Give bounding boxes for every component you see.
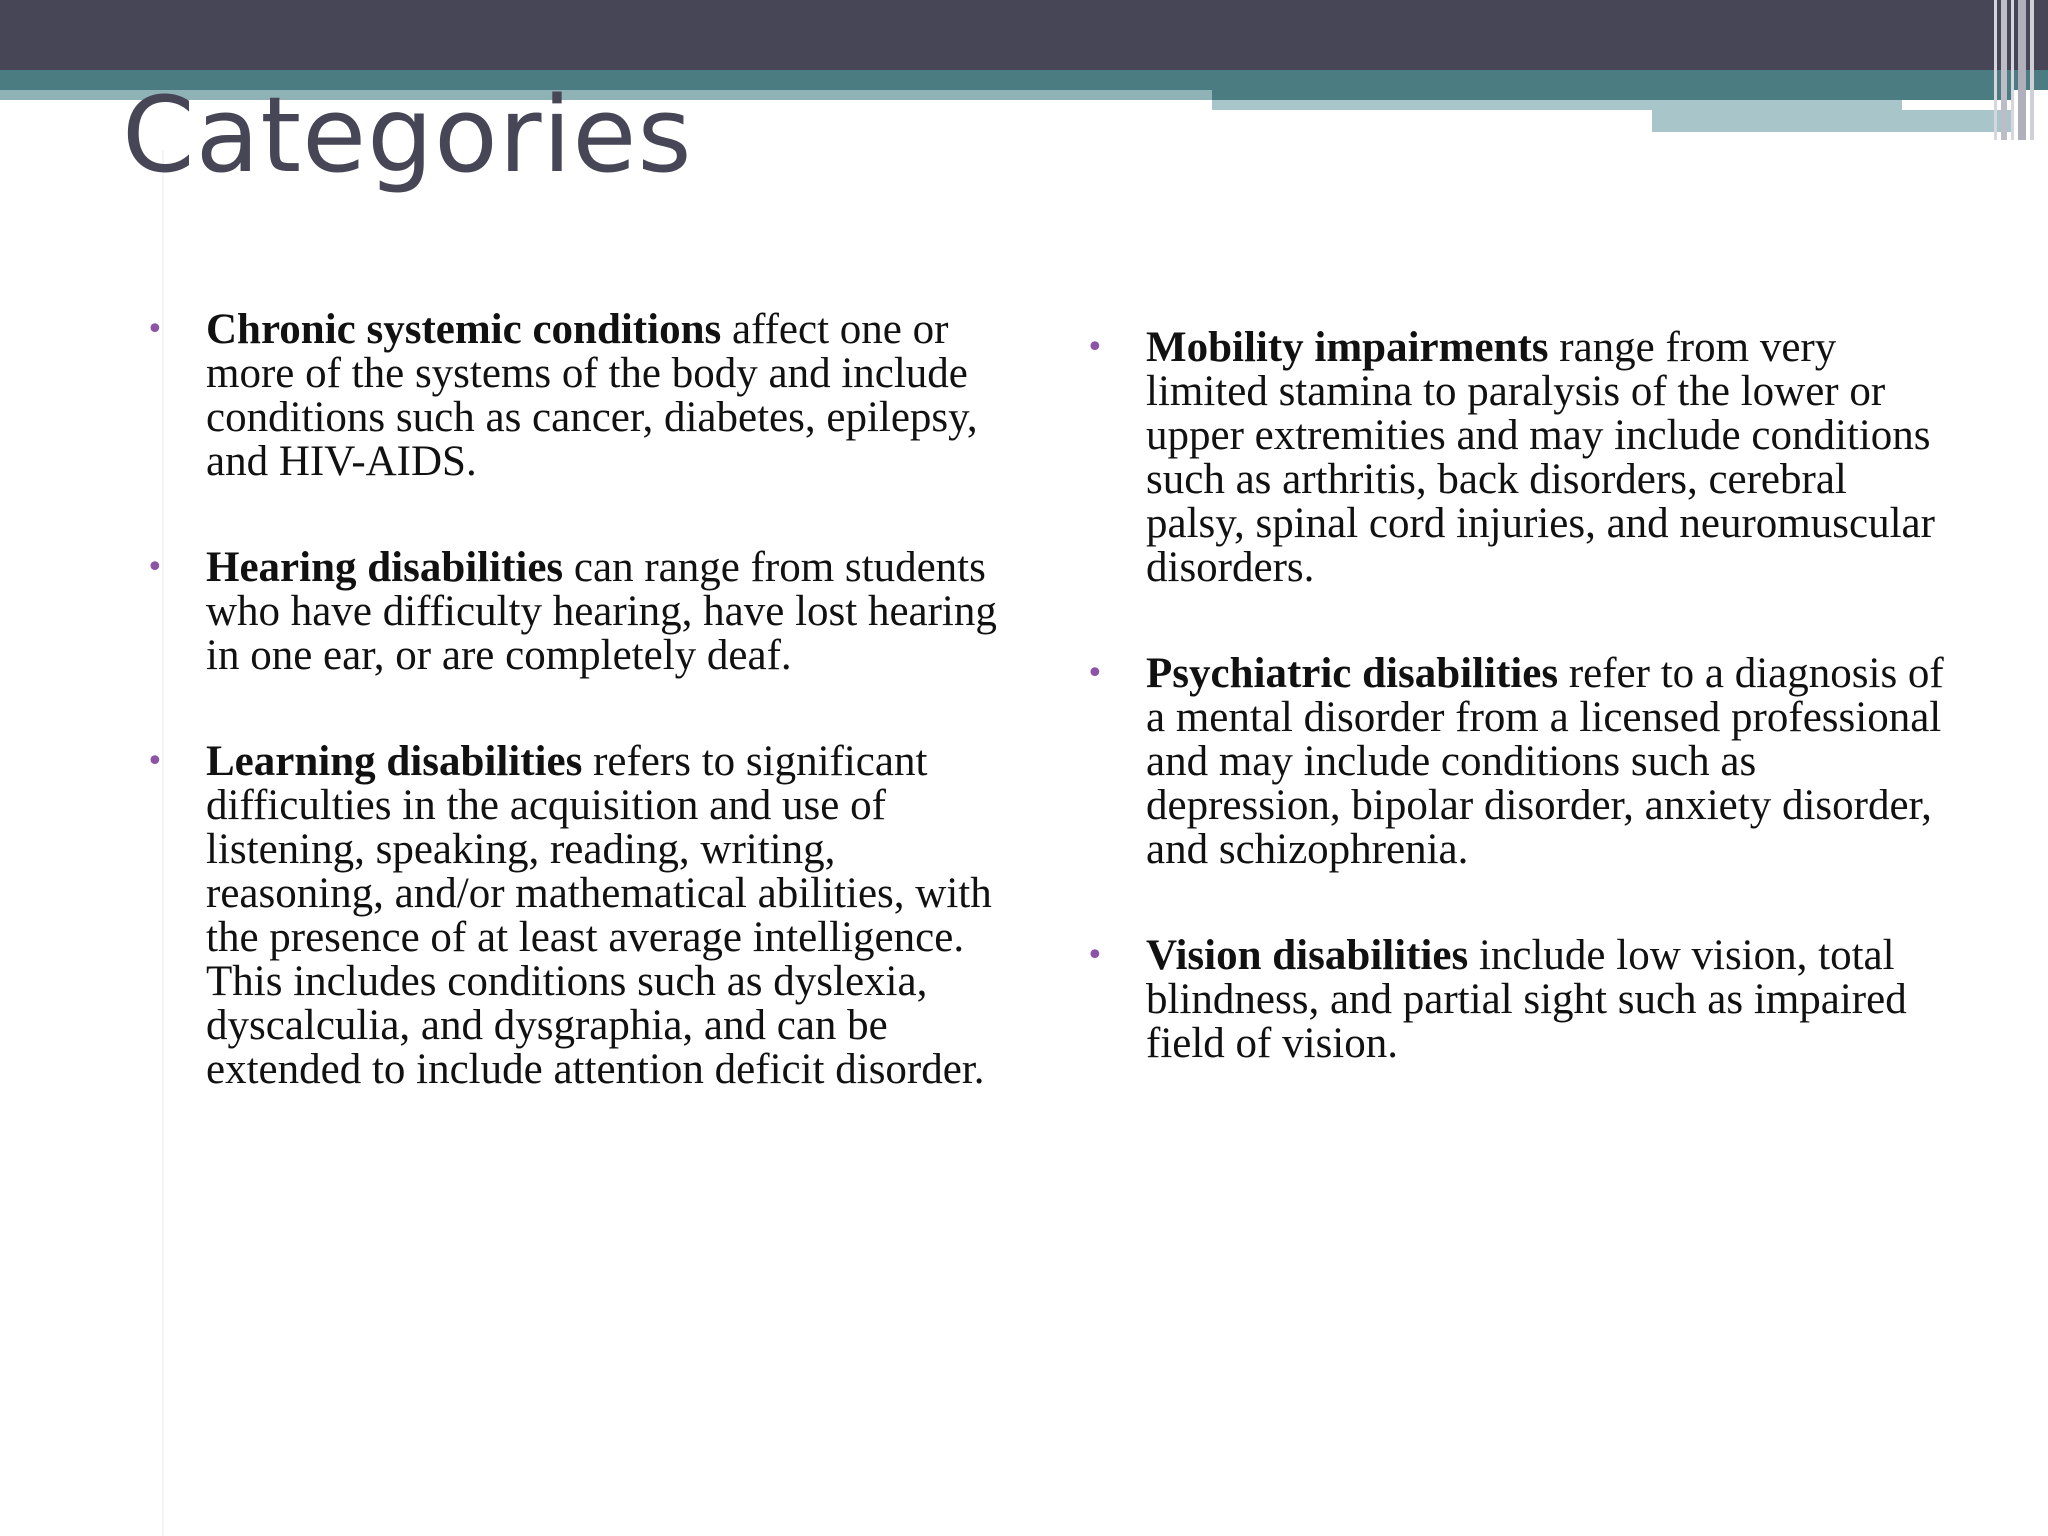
header-decoration	[1212, 100, 1902, 110]
left-column	[146, 308, 1006, 1154]
item-description: affect one or more of the systems of the body and include conditions such as cancer, diabetes, epilepsy, and HIV-AIDS.	[206, 306, 978, 485]
item-description: can range from students who have difficulty hearing, have lost hearing in one ear, or are completely deaf.	[206, 544, 997, 679]
slide-title: Categories	[122, 74, 693, 196]
header-decoration	[1652, 110, 2012, 132]
item-description: include low vision, total blindness, and partial sight such as impaired field of vision.	[1146, 932, 1907, 1067]
item-term: Hearing disabilities	[206, 544, 564, 591]
item-term: Chronic systemic conditions	[206, 306, 722, 353]
item-description: refer to a diagnosis of a mental disorder from a licensed professional and may include conditions such as depression, bipolar disorder, anxiety disorder, and schizophrenia.	[1146, 650, 1944, 873]
list-item	[146, 740, 1006, 1092]
header-band-dark	[0, 0, 2048, 70]
header-decoration	[1212, 90, 2012, 100]
item-description: range from very limited stamina to paralysis of the lower or upper extremities and may include conditions such as arthritis, back disorders, cerebral palsy, spinal cord injuries, and neuromuscular disorders.	[1146, 324, 1935, 591]
list-item	[1086, 934, 1946, 1066]
bullet-icon: •	[146, 312, 164, 347]
item-term: Vision disabilities	[1146, 932, 1469, 979]
item-term: Learning disabilities	[206, 738, 583, 785]
bullet-icon: •	[146, 550, 164, 585]
right-column	[1086, 326, 1946, 1128]
item-term: Mobility impairments	[1146, 324, 1549, 371]
list-item	[1086, 652, 1946, 872]
bullet-icon: •	[1086, 938, 1104, 973]
list-item	[146, 308, 1006, 484]
bullet-icon: •	[1086, 656, 1104, 691]
bullet-icon: •	[1086, 330, 1104, 365]
corner-stripes	[1990, 0, 2048, 140]
list-item	[1086, 326, 1946, 590]
item-description: refers to significant difficulties in the acquisition and use of listening, speaking, reading, writing, reasoning, and/or mathematical abilities, with the presence of at least average intelligence. This includes conditions such as dyslexia, dyscalculia, and dysgraphia, and can be extended to include attention deficit disorder.	[206, 738, 992, 1093]
list-item	[146, 546, 1006, 678]
item-term: Psychiatric disabilities	[1146, 650, 1559, 697]
bullet-icon: •	[146, 744, 164, 779]
